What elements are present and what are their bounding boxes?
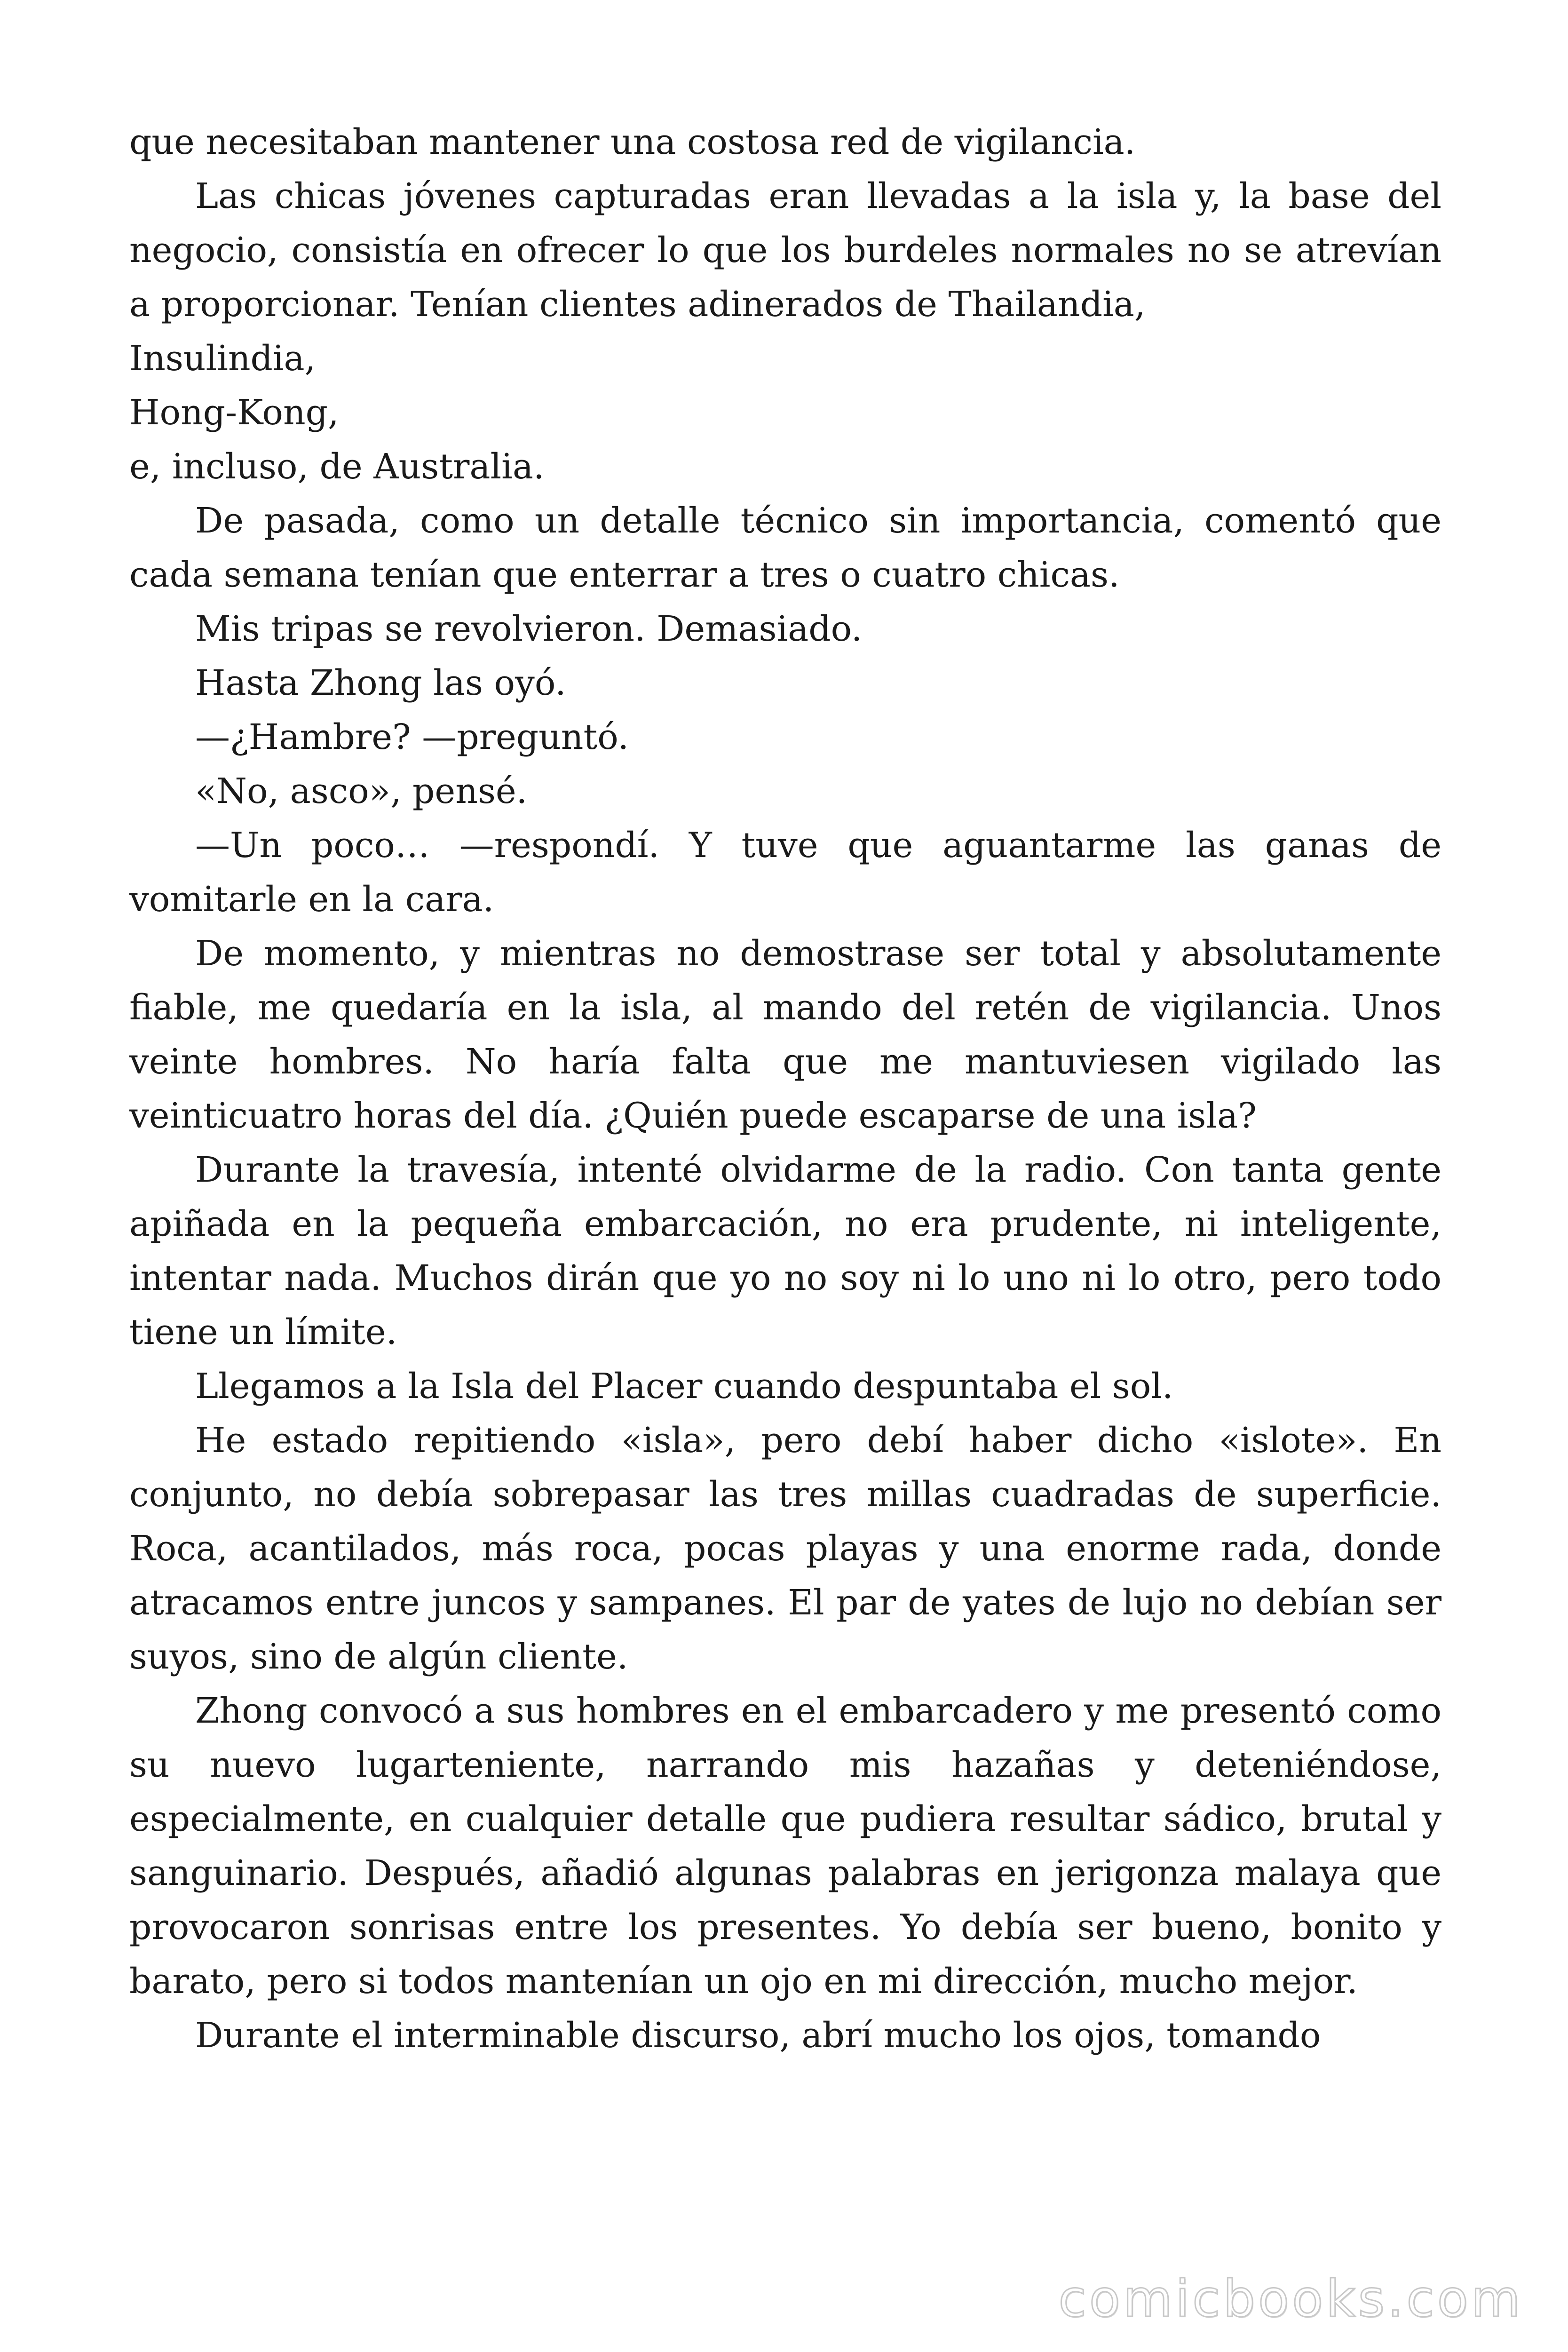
paragraph: Las chicas jóvenes capturadas eran llevadas a la isla y, la base del negocio, consistía en ofrecer lo que los burdeles normales no se atrevían a proporcionar. Tenían clientes adinerados de Thailandia, <box>129 176 1441 325</box>
paragraph: Llegamos a la Isla del Placer cuando despuntaba el sol. <box>195 1366 1173 1406</box>
paragraph: Durante la travesía, intenté olvidarme de la radio. Con tanta gente apiñada en la pequeña embarcación, no era prudente, ni inteligente, intentar nada. Muchos dirán que yo no soy ni lo uno ni lo otro, pero todo tiene un límite. <box>129 1150 1441 1352</box>
watermark: comicbooks.com <box>1058 2270 1523 2328</box>
paragraph: Mis tripas se revolvieron. Demasiado. <box>195 609 863 649</box>
paragraph: —¿Hambre? —preguntó. <box>195 717 629 757</box>
paragraph: «No, asco», pensé. <box>195 771 528 811</box>
paragraph: He estado repitiendo «isla», pero debí haber dicho «islote». En conjunto, no debía sobrepasar las tres millas cuadradas de superficie. Roca, acantilados, más roca, pocas playas y una enorme rada, donde atracamos entre juncos y sampanes. El par de yates de lujo no debían ser suyos, sino de algún cliente. <box>129 1420 1441 1677</box>
body-text <box>129 115 1441 2063</box>
paragraph: Hasta Zhong las oyó. <box>195 663 566 703</box>
paragraph: Insulindia, <box>129 338 316 379</box>
paragraph: que necesitaban mantener una costosa red de vigilancia. <box>129 122 1136 162</box>
paragraph: —Un poco… —respondí. Y tuve que aguantarme las ganas de vomitarle en la cara. <box>129 825 1441 920</box>
paragraph: Hong-Kong, <box>129 392 339 433</box>
paragraph: De pasada, como un detalle técnico sin importancia, comentó que cada semana tenían que enterrar a tres o cuatro chicas. <box>129 501 1441 595</box>
paragraph: De momento, y mientras no demostrase ser total y absolutamente fiable, me quedaría en la isla, al mando del retén de vigilancia. Unos veinte hombres. No haría falta que me mantuviesen vigilado las veinticuatro horas del día. ¿Quién puede escaparse de una isla? <box>129 933 1441 1136</box>
paragraph: e, incluso, de Australia. <box>129 446 545 487</box>
paragraph: Zhong convocó a sus hombres en el embarcadero y me presentó como su nuevo lugarteniente, narrando mis hazañas y deteniéndose, especialmente, en cualquier detalle que pudiera resultar sádico, brutal y sanguinario. Después, añadió algunas palabras en jerigonza malaya que provocaron sonrisas entre los presentes. Yo debía ser bueno, bonito y barato, pero si todos mantenían un ojo en mi dirección, mucho mejor. <box>129 1691 1441 2002</box>
paragraph: Durante el interminable discurso, abrí mucho los ojos, tomando <box>195 2015 1321 2056</box>
